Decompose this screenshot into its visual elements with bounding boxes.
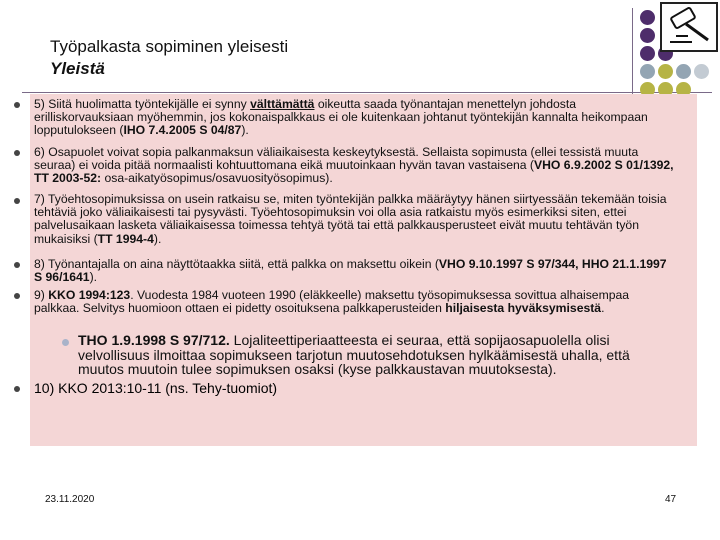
paragraph-5: 5) Siitä huolimatta työntekijälle ei synny välttämättä oikeutta saada työnantajan menettelyn johdosta erilliskorvauksiaan myöhemmin, jos kokonaispalkkaus ei ole kuitenkaan johtanut työntekijän kannalta heikompaan lopputulokseen (IHO 7.4.2005 S 04/87). (34, 97, 648, 138)
horizontal-divider (22, 92, 712, 93)
paragraph-7: 7) Työehtosopimuksissa on usein ratkaisu se, miten työntekijän palkka määräytyy hänen siirtyessään tekemään toisia tehtäviä joko väliaikaisesti tai pysyvästi. Työehtosopimuksin voi olla asia ratkaistu myös esimerkiksi siten, ettei palvelusaikaan lasketa väliaikaisessa toimessa tehtyä työtä tai että palkkausperusteet eivät muutu tehtävän työn mukaisiksi (TT 1994-4). (34, 192, 667, 246)
sub-bullet-dot (62, 339, 69, 346)
paragraph-9: 9) KKO 1994:123. Vuodesta 1984 vuoteen 1990 (eläkkeelle) maksettu työsopimuksessa sovittua alhaisempaa palkkaa. Selvitys huomioon ottaen ei pidetty osoituksena palkkaperusteiden hiljaisesta hyväksymisestä. (34, 288, 630, 316)
bullet-dot (14, 150, 20, 156)
page-number: 47 (665, 494, 677, 505)
sub-paragraph: THO 1.9.1998 S 97/712. Lojaliteettiperiaatteesta ei seuraa, että sopijaosapuolella olisi velvollisuus ilmoittaa sopimukseen tarjotun muutosehdotuksen hylkäämisestä uhalla, että muutos muutoin tulee sopimuksen osaksi (kyse palkkaustavan muutoksesta). (78, 332, 630, 377)
paragraph-6: 6) Osapuolet voivat sopia palkanmaksun väliaikaisesta keskeytyksestä. Sellaista sopimusta (ellei tessistä muuta seuraa) ei voida pitää normaalisti kohtuuttomana eikä muutoinkaan hyvän tavan vastaisena (VHO 6.9.2002 S 01/1392, TT 2003-52: osa-aikatyösopimus/osavuosityösopimus). (34, 145, 674, 186)
bullet-dot (14, 102, 20, 108)
paragraph-8: 8) Työnantajalla on aina näyttötaakka siitä, että palkka on maksettu oikein (VHO 9.10.1997 S 97/344, HHO 21.1.1997 S 96/1641). (34, 257, 667, 285)
gavel-icon (660, 2, 718, 52)
title-sub: Yleistä (50, 59, 105, 78)
bullet-dot (14, 386, 20, 392)
title-main: Työpalkasta sopiminen yleisesti (50, 37, 289, 56)
bullet-dot (14, 198, 20, 204)
bullet-dot (14, 293, 20, 299)
footer-date: 23.11.2020 (45, 494, 95, 505)
paragraph-10: 10) KKO 2013:10-11 (ns. Tehy-tuomiot) (34, 380, 278, 396)
bullet-dot (14, 262, 20, 268)
page-title (50, 36, 288, 80)
